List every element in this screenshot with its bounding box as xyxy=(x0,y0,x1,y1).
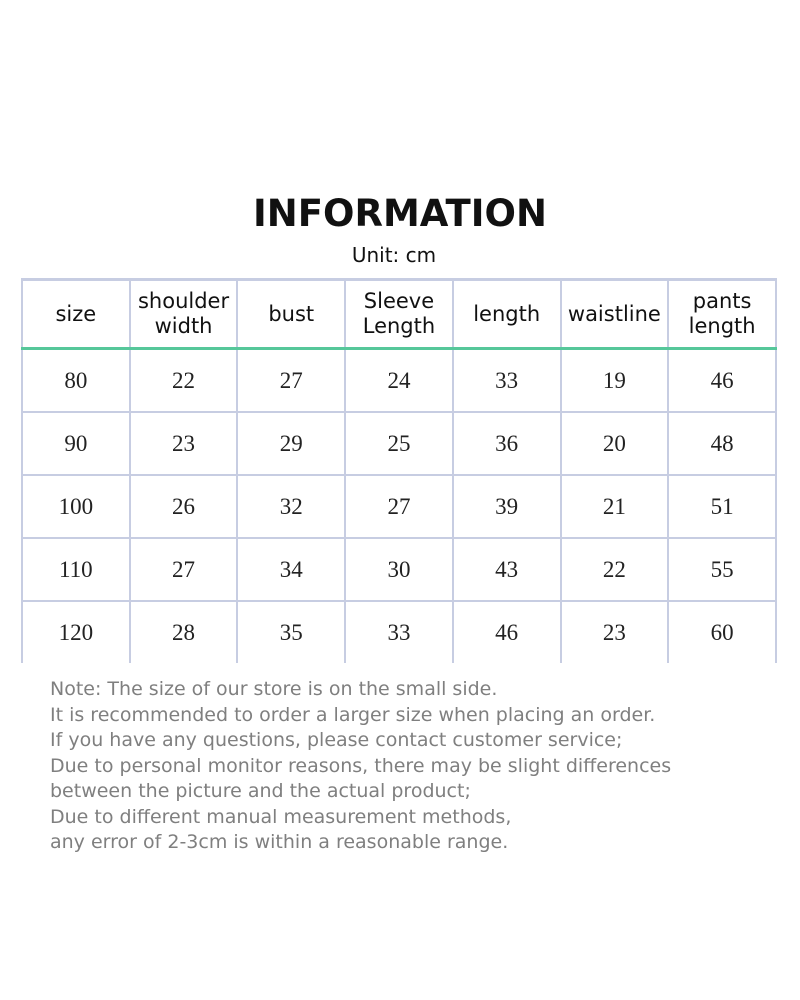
table-cell: 46 xyxy=(668,349,776,413)
table-cell: 110 xyxy=(22,538,130,601)
table-cell: 43 xyxy=(453,538,561,601)
header-waistline xyxy=(561,280,669,349)
table-cell: 23 xyxy=(561,601,669,663)
notes-block xyxy=(50,677,790,856)
table-cell: 39 xyxy=(453,475,561,538)
table-cell: 36 xyxy=(453,412,561,475)
table-cell: 80 xyxy=(22,349,130,413)
header-size xyxy=(22,280,130,349)
table-cell: 20 xyxy=(561,412,669,475)
table-header-row xyxy=(22,280,776,349)
table-cell: 51 xyxy=(668,475,776,538)
header-shoulder-width-line2: width xyxy=(154,314,213,338)
table-row xyxy=(22,538,776,601)
table-cell: 46 xyxy=(453,601,561,663)
header-bust xyxy=(237,280,345,349)
table-row xyxy=(22,349,776,413)
table-cell: 21 xyxy=(561,475,669,538)
unit-label: Unit: cm xyxy=(351,243,437,267)
table-cell: 35 xyxy=(237,601,345,663)
table-cell: 24 xyxy=(345,349,453,413)
header-pants-length xyxy=(668,280,776,349)
note-line: If you have any questions, please contact customer service; xyxy=(50,729,623,751)
table-cell: 90 xyxy=(22,412,130,475)
table-cell: 30 xyxy=(345,538,453,601)
table-row xyxy=(22,601,776,663)
table-cell: 34 xyxy=(237,538,345,601)
note-line: Due to personal monitor reasons, there may be slight differences xyxy=(50,754,672,777)
header-sleeve-length-line1: Sleeve xyxy=(363,289,435,313)
table-cell: 29 xyxy=(237,412,345,475)
table-cell: 100 xyxy=(22,475,130,538)
size-chart-table xyxy=(21,278,777,663)
table-cell: 19 xyxy=(561,349,669,413)
table-cell: 26 xyxy=(130,475,238,538)
header-sleeve-length-line2: Length xyxy=(362,314,436,338)
header-sleeve-length xyxy=(345,280,453,349)
table-cell: 28 xyxy=(130,601,238,663)
note-line: Due to different manual measurement methods, xyxy=(50,805,512,828)
table-cell: 33 xyxy=(345,601,453,663)
table-cell: 32 xyxy=(237,475,345,538)
table-cell: 27 xyxy=(237,349,345,413)
page-title: INFORMATION xyxy=(253,192,547,235)
table-cell: 27 xyxy=(130,538,238,601)
header-length-text: length xyxy=(473,301,541,326)
header-bust-text: bust xyxy=(268,301,315,326)
table-cell: 120 xyxy=(22,601,130,663)
table-cell: 55 xyxy=(668,538,776,601)
table-cell: 27 xyxy=(345,475,453,538)
table-cell: 60 xyxy=(668,601,776,663)
header-length xyxy=(453,280,561,349)
note-line: It is recommended to order a larger size when placing an order. xyxy=(50,703,656,726)
header-pants-length-line1: pants xyxy=(692,289,752,313)
table-cell: 23 xyxy=(130,412,238,475)
header-pants-length-line2: length xyxy=(688,314,756,338)
header-shoulder-width-line1: shoulder xyxy=(137,289,230,313)
table-row xyxy=(22,475,776,538)
header-size-text: size xyxy=(55,301,97,326)
table-row xyxy=(22,412,776,475)
table-cell: 48 xyxy=(668,412,776,475)
table-cell: 33 xyxy=(453,349,561,413)
table-cell: 25 xyxy=(345,412,453,475)
header-waistline-text: waistline xyxy=(567,301,661,326)
header-shoulder-width xyxy=(130,280,238,349)
note-line: Note: The size of our store is on the small side. xyxy=(50,678,498,700)
table-cell: 22 xyxy=(561,538,669,601)
note-line: between the picture and the actual product; xyxy=(50,780,471,802)
note-line: any error of 2-3cm is within a reasonable range. xyxy=(50,831,509,853)
table-cell: 22 xyxy=(130,349,238,413)
